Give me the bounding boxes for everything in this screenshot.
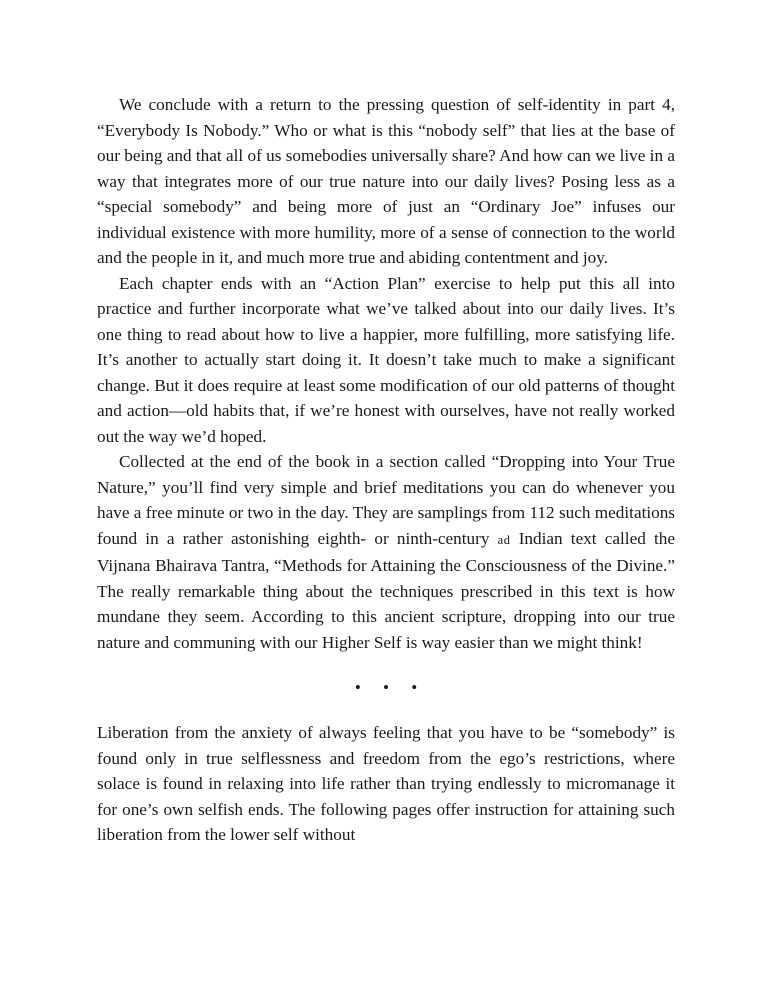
paragraph-liberation: Liberation from the anxiety of always feeling that you have to be “somebody” is found only in true selflessness and freedom from the ego’s restrictions, where solace is found in relaxing into life rather than trying endlessly to micromanage it for one’s own selfish ends. The following pages offer instruction for attaining such liberation from the lower self without <box>97 723 675 844</box>
paragraph-dropping-into-true-nature <box>97 449 675 655</box>
book-page <box>97 92 675 848</box>
paragraph-text-start: Collected at the end of the book in a section called “Dropping into Your True Nature,” you’ll find very simple and brief meditations you can do whenever you have a free minute or two in the day. They are samplings from 112 such meditations found in a rather astonishing eighth- or ninth-century <box>97 452 675 548</box>
paragraph-action-plan: Each chapter ends with an “Action Plan” exercise to help put this all into practice and further incorporate what we’ve talked about into our daily lives. It’s one thing to read about how to live a happier, more fulfilling, more satisfying life. It’s another to actually start doing it. It doesn’t take much to make a significant change. But it does require at least some modification of our old patterns of thought and action—old habits that, if we’re honest with ourselves, have not really worked out the way we’d hoped. <box>97 273 675 446</box>
paragraph-text-end: Indian text called the Vijnana Bhairava Tantra, “Methods for Attaining the Consciousness of the Divine.” The really remarkable thing about the techniques prescribed in this text is how mundane they seem. According to this ancient scripture, dropping into our true nature and communing with our Higher Self is way easier than we might think! <box>97 528 675 652</box>
era-abbreviation: ad <box>497 532 511 547</box>
paragraph-everybody-is-nobody: We conclude with a return to the pressing question of self-identity in part 4, “Everybody Is Nobody.” Who or what is this “nobody self” that lies at the base of our being and that all of us somebodies universally share? And how can we live in a way that integrates more of our true nature into our daily lives? Posing less as a “special somebody” and being more of just an “Ordinary Joe” infuses our individual existence with more humility, more of a sense of connection to the world and the people in it, and much more true and abiding contentment and joy. <box>97 95 675 267</box>
section-break-ornament: • • • <box>354 678 427 697</box>
